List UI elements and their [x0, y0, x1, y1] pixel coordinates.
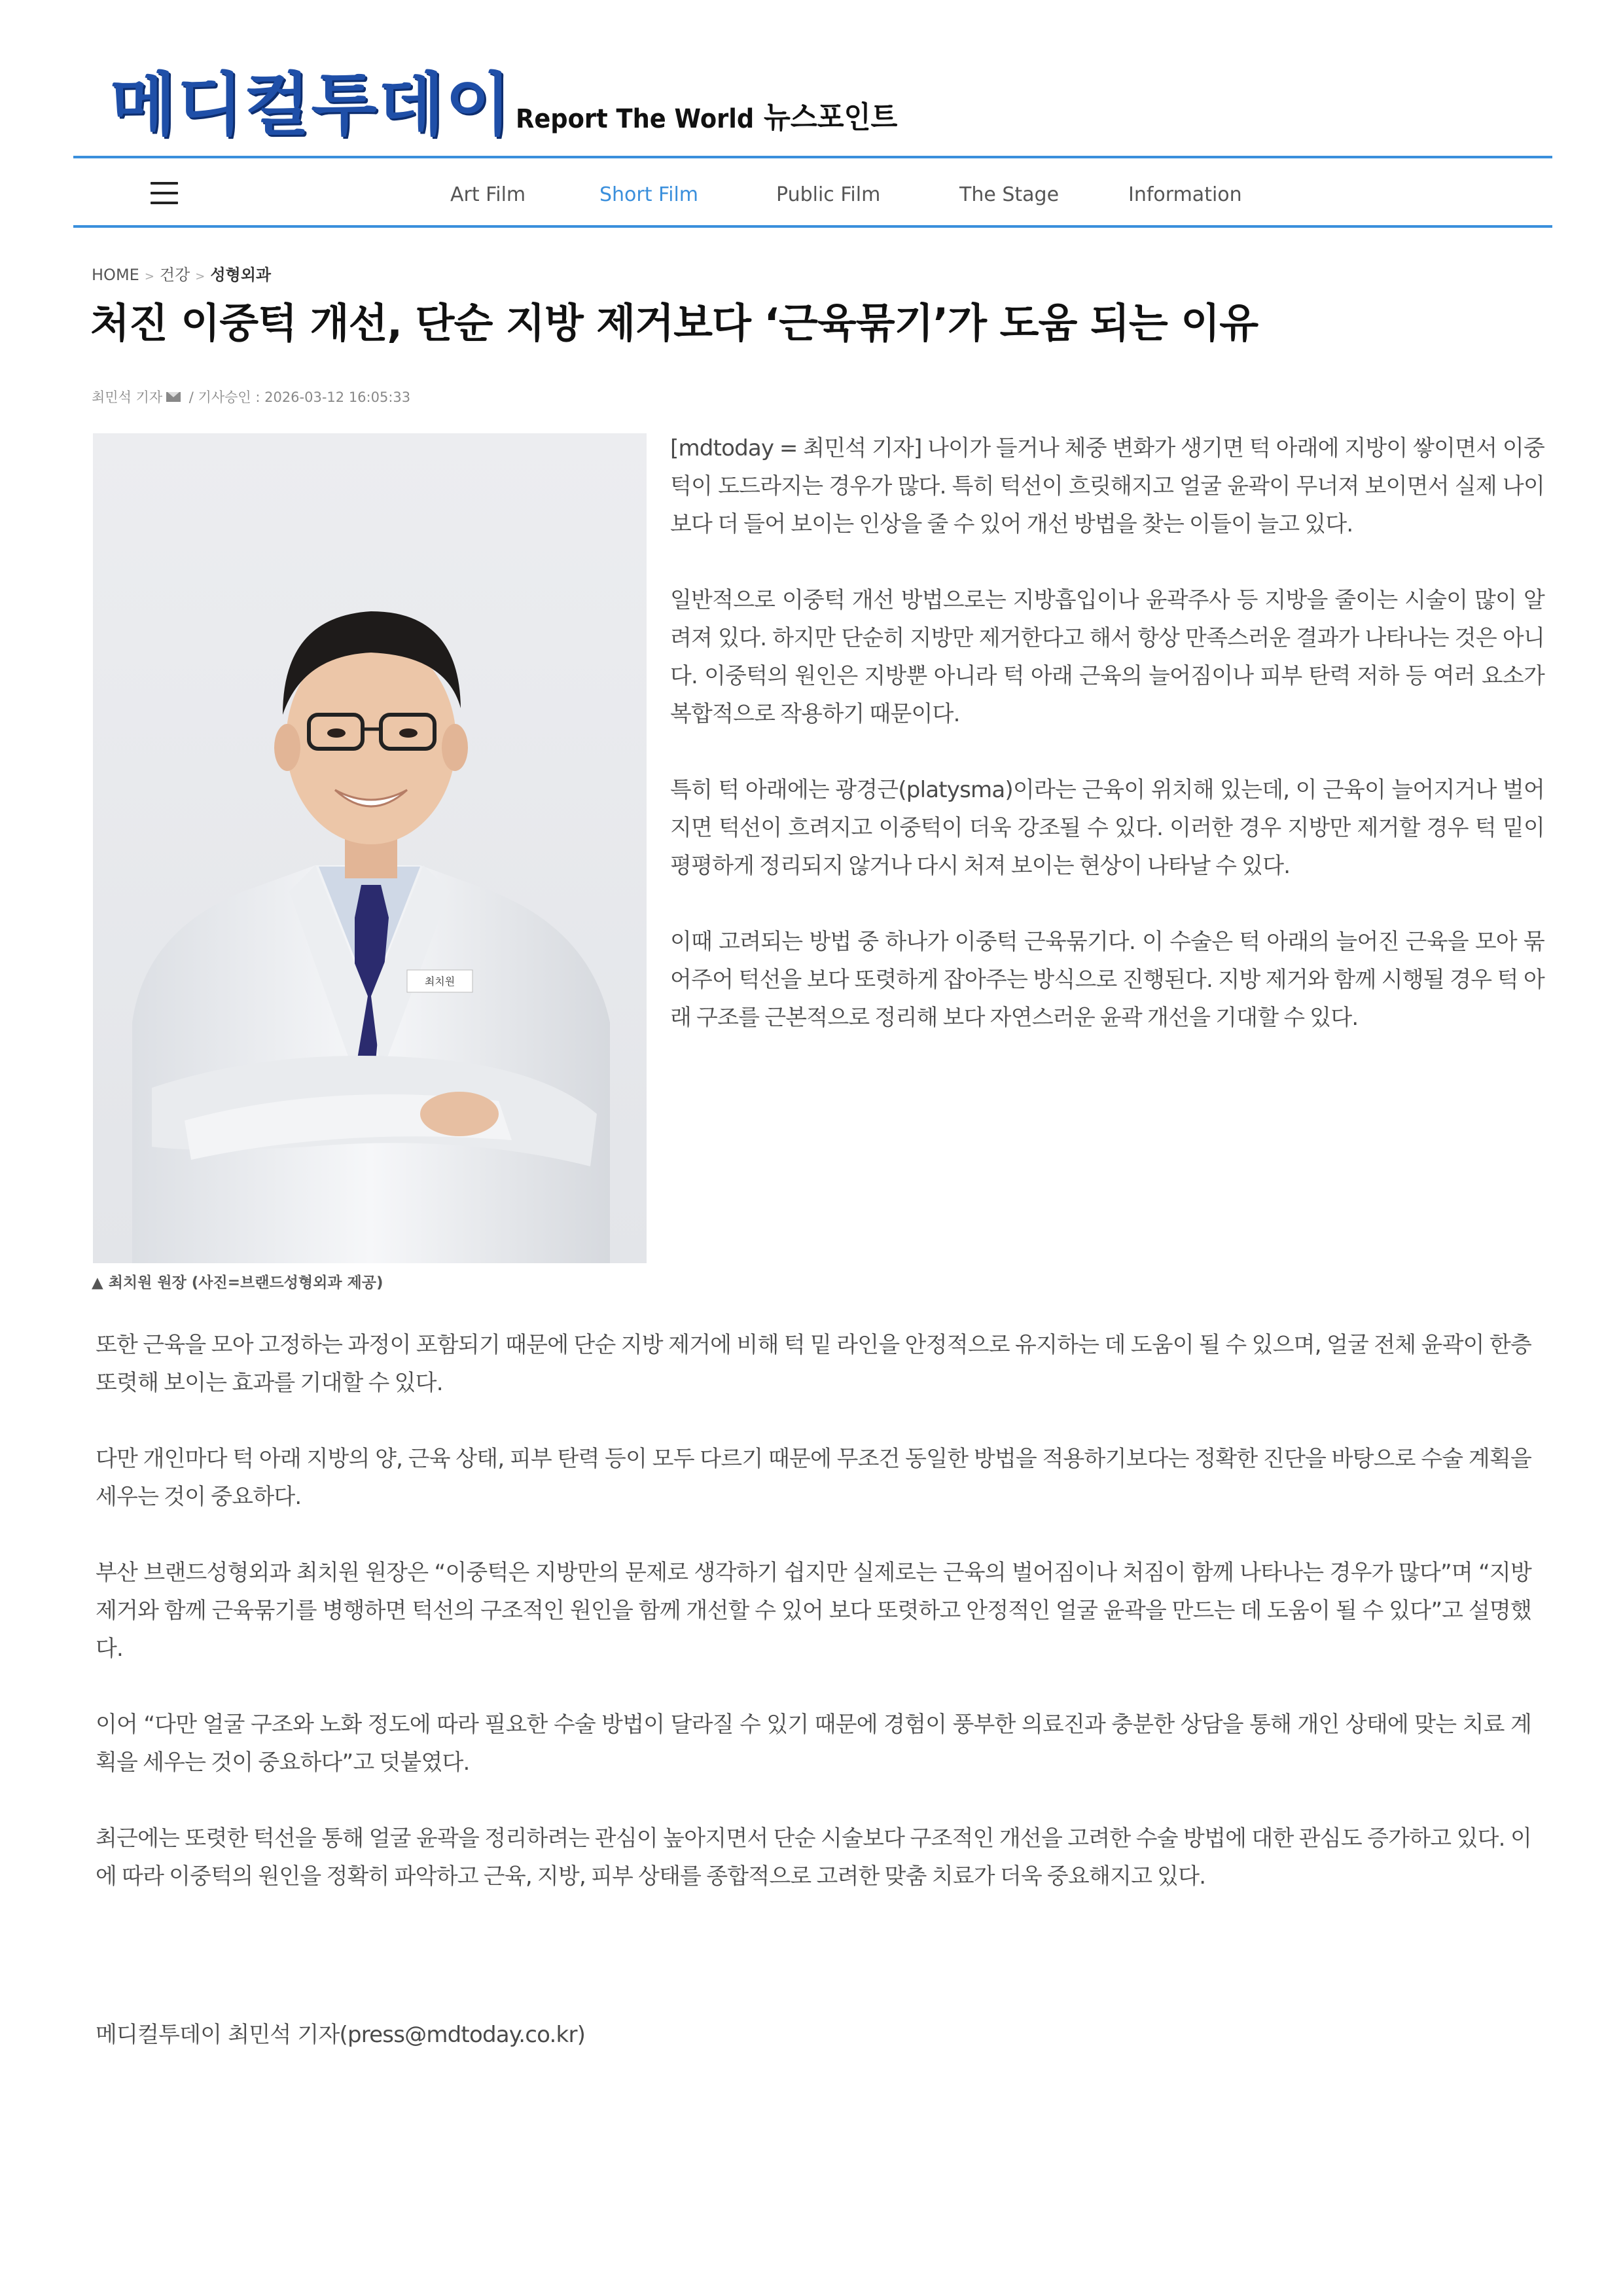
paragraph: 이때 고려되는 방법 중 하나가 이중턱 근육묶기다. 이 수술은 턱 아래의 늘어진 근육을 모아 묶어주어 턱선을 보다 또렷하게 잡아주는 방식으로 진행된다. 지방 제거와 함께 시행될 경우 턱 아래 구조를 근본적으로 정리해 보다 자연스러운 윤곽 개선을 기대할 수 있다. — [670, 929, 1544, 1031]
article-photo — [93, 433, 647, 1263]
nav-item-short-film[interactable]: Short Film — [599, 183, 699, 206]
paragraph: 또한 근육을 모아 고정하는 과정이 포함되기 때문에 단순 지방 제거에 비해 턱 밑 라인을 안정적으로 유지하는 데 도움이 될 수 있으며, 얼굴 전체 윤곽이 한층 또렷해 보이는 효과를 기대할 수 있다. — [96, 1332, 1531, 1396]
hamburger-menu-icon[interactable] — [151, 182, 178, 204]
paragraph: 부산 브랜드성형외과 최치원 원장은 “이중턱은 지방만의 문제로 생각하기 쉽지만 실제로는 근육의 벌어짐이나 처짐이 함께 나타나는 경우가 많다”며 “지방 제거와 함께 근육묶기를 병행하면 턱선의 구조적인 원인을 함께 개선할 수 있어 보다 또렷하고 안정적인 얼굴 윤곽을 만드는 데 도움이 될 수 있다”고 설명했다. — [96, 1560, 1531, 1662]
paragraph: 이어 “다만 얼굴 구조와 노화 정도에 따라 필요한 수술 방법이 달라질 수 있기 때문에 경험이 풍부한 의료진과 충분한 상담을 통해 개인 상태에 맞는 치료 계획을 세우는 것이 중요하다”고 덧붙였다. — [96, 1712, 1531, 1776]
site-logo[interactable]: 메디컬투데이 — [110, 65, 512, 145]
paragraph: 최근에는 또렷한 턱선을 통해 얼굴 윤곽을 정리하려는 관심이 높아지면서 단순 시술보다 구조적인 개선을 고려한 수술 방법에 대한 관심도 증가하고 있다. 이에 따라 이중턱의 원인을 정확히 파악하고 근육, 지방, 피부 상태를 종합적으로 고려한 맞춤 치료가 더욱 중요해지고 있다. — [96, 1825, 1531, 1890]
nav-top-divider — [73, 156, 1552, 158]
article-headline: 처진 이중턱 개선, 단순 지방 제거보다 ‘근육묶기’가 도움 되는 이유 — [90, 299, 1258, 347]
nav-item-public-film[interactable]: Public Film — [776, 183, 881, 206]
nav-item-art-film[interactable]: Art Film — [450, 183, 526, 206]
site-tagline — [516, 94, 897, 142]
breadcrumb-plastic-surgery[interactable]: 성형외과 — [210, 266, 272, 284]
breadcrumb-health[interactable]: 건강 — [159, 266, 190, 284]
tagline-en: Report The World — [516, 104, 755, 134]
approval-timestamp: / 기사승인 : 2026-03-12 16:05:33 — [185, 389, 411, 405]
envelope-icon[interactable] — [166, 392, 181, 402]
paragraph: 일반적으로 이중턱 개선 방법으로는 지방흡입이나 윤곽주사 등 지방을 줄이는 시술이 많이 알려져 있다. 하지만 단순히 지방만 제거한다고 해서 항상 만족스러운 결과가 나타나는 것은 아니다. 이중턱의 원인은 지방뿐 아니라 턱 아래 근육의 늘어짐이나 피부 탄력 저하 등 여러 요소가 복합적으로 작용하기 때문이다. — [670, 587, 1544, 727]
paragraph: 다만 개인마다 턱 아래 지방의 양, 근육 상태, 피부 탄력 등이 모두 다르기 때문에 무조건 동일한 방법을 적용하기보다는 정확한 진단을 바탕으로 수술 계획을 세우는 것이 중요하다. — [96, 1446, 1531, 1510]
nav-item-the-stage[interactable]: The Stage — [959, 183, 1060, 206]
paragraph: [mdtoday = 최민석 기자] 나이가 들거나 체중 변화가 생기면 턱 아래에 지방이 쌓이면서 이중턱이 도드라지는 경우가 많다. 특히 턱선이 흐릿해지고 얼굴 윤곽이 무너져 보이면서 실제 나이보다 더 들어 보이는 인상을 줄 수 있어 개선 방법을 찾는 이들이 늘고 있다. — [670, 435, 1544, 537]
doctor-portrait-illustration — [93, 433, 647, 1263]
reporter-signature: 메디컬투데이 최민석 기자(press@mdtoday.co.kr) — [96, 2022, 586, 2048]
name-badge-text: 최치원 — [424, 975, 455, 988]
nav-bottom-divider — [73, 225, 1552, 228]
paragraph: 특히 턱 아래에는 광경근(platysma)이라는 근육이 위치해 있는데, 이 근육이 늘어지거나 벌어지면 턱선이 흐려지고 이중턱이 더욱 강조될 수 있다. 이러한 경우 지방만 제거할 경우 턱 밑이 평평하게 정리되지 않거나 다시 처져 보이는 현상이 나타날 수 있다. — [670, 777, 1544, 879]
article-body-full — [96, 1326, 1531, 1933]
nav-item-information[interactable]: Information — [1128, 183, 1242, 206]
breadcrumb-separator: > — [144, 270, 154, 283]
article-body-side — [670, 429, 1544, 1075]
tagline-kr: 뉴스포인트 — [763, 99, 898, 135]
breadcrumb-home[interactable]: HOME — [92, 266, 139, 284]
breadcrumb-separator: > — [195, 270, 205, 283]
masthead — [110, 65, 961, 144]
breadcrumb — [92, 263, 271, 287]
reporter-name[interactable]: 최민석 기자 — [92, 389, 163, 405]
article-byline — [92, 386, 410, 408]
photo-caption: ▲ 최치원 원장 (사진=브랜드성형외과 제공) — [92, 1274, 383, 1291]
